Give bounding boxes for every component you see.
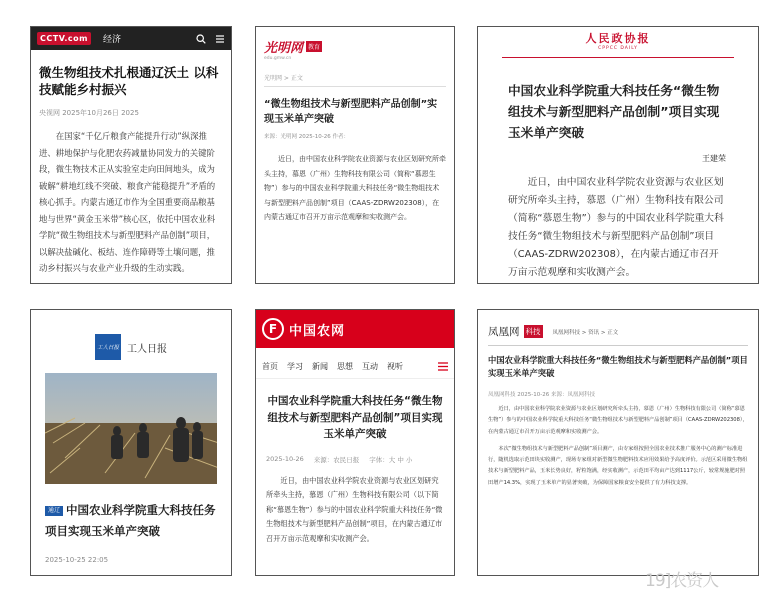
- gmw-logo-url: edu.gmw.cn: [264, 56, 292, 61]
- article-meta: 2025-10-25 22:05: [45, 556, 109, 564]
- article-body: 近日，由中国农业科学院农业资源与农业区划研究所牵头主持，慕恩（广州）生物科技有限公司（简称“慕恩生物”）参与的中国农业科学院重大科技任务“微生物组技术与新型肥料产品创制”项目（CAAS-ZDRW202308），在内蒙古通辽市召开万亩示范观摩和实收测产会。: [508, 177, 724, 278]
- workers-daily-logo-mark[interactable]: 工人日报: [95, 334, 121, 360]
- menu-icon[interactable]: [215, 34, 225, 44]
- nav-item-home[interactable]: 首页: [262, 362, 278, 371]
- article-title[interactable]: 微生物组技术扎根通辽沃土 以科技赋能乡村振兴: [39, 65, 219, 97]
- ifeng-logo-text[interactable]: 凤凰网: [488, 326, 520, 338]
- cppcc-article-panel: [477, 26, 759, 284]
- main-nav: [256, 348, 454, 379]
- workers-daily-logo-text[interactable]: 工人日报: [127, 343, 167, 355]
- article-title[interactable]: 中国农业科学院重大科技任务“微生物组技术与新型肥料产品创制”项目实现玉米单产突破: [267, 395, 443, 440]
- article-title[interactable]: 中国农业科学院重大科技任务“微生物组技术与新型肥料产品创制”项目实现玉米单产突破: [488, 355, 748, 378]
- cppcc-logo-text: 人民政协报: [585, 32, 651, 45]
- watermark: 19]农资人: [645, 571, 719, 591]
- nav-item-av[interactable]: 视听: [387, 362, 403, 371]
- nav-item-thought[interactable]: 思想: [337, 362, 353, 371]
- workers-daily-panel: [30, 309, 232, 576]
- ifeng-article-panel: [477, 309, 759, 576]
- article-body: 近日，由中国农业科学院农业资源与农业区划研究所牵头主持，慕恩（广州）生物科技有限公司（以下简称“慕恩生物”）参与的中国农业科学院重大科技任务“微生物组技术与新型肥料产品创制”项目，在内蒙古通辽市召开万亩示范观摩和实收测产会。: [266, 475, 443, 543]
- field-photo-image: [45, 373, 217, 484]
- farmer-net-panel: [255, 309, 455, 576]
- ifeng-logo-tag[interactable]: 科技: [525, 327, 541, 336]
- nav-item-interact[interactable]: 互动: [362, 362, 378, 371]
- farmer-net-header-bar: [256, 310, 454, 348]
- nav-item-study[interactable]: 学习: [287, 362, 303, 371]
- article-meta: 凤凰网科技 2025-10-26 来源：凤凰网科技: [488, 392, 595, 398]
- cctv-header-bar: [31, 27, 231, 50]
- gmw-logo[interactable]: [256, 27, 454, 56]
- article-source: 来源：农民日报: [313, 455, 360, 464]
- nav-item-news[interactable]: 新闻: [312, 362, 328, 371]
- article-meta: 来源：光明网 2025-10-26 作者：: [264, 134, 349, 140]
- gmw-article-panel: [255, 26, 455, 284]
- gmw-logo-text: 光明网: [264, 41, 304, 56]
- article-title[interactable]: [31, 484, 231, 542]
- cppcc-logo[interactable]: [478, 27, 758, 51]
- article-title[interactable]: “微生物组技术与新型肥料产品创制”实现玉米单产突破: [264, 99, 438, 125]
- font-size-control[interactable]: 字体：大 中 小: [369, 455, 413, 464]
- article-body-2: 本次“微生物组技术与新型肥料产品创制”项目测产，由专家组按照全国农业技术推广服务中心的测产标准进行，随机选取示范田块实收测产，现场专家组对新型微生物肥料技术应用效果给予高度评价。示范区采用微生物组技术与新型肥料产品，玉米长势良好，籽粒饱满，经实收测产，示范田平均亩产达到1117公斤，较常规施肥对照田增产14.3%，实现了玉米单产的显著突破，为保障国家粮食安全提供了有力科技支撑。: [488, 445, 748, 486]
- cppcc-logo-sub: CPPCC DAILY: [598, 46, 638, 51]
- breadcrumb[interactable]: 凤凰网科技 > 资讯 > 正文: [552, 329, 619, 336]
- article-body-1: 近日，由中国农业科学院农业资源与农业区划研究所牵头主持，慕恩（广州）生物科技有限公司（简称“慕恩生物”）参与的中国农业科学院重大科技任务“微生物组技术与新型肥料产品创制”项目（CAAS-ZDRW202308），在内蒙古通辽市召开万亩示范观摩和实收测产会。: [488, 406, 748, 435]
- gmw-logo-tag: 教育: [306, 41, 322, 52]
- article-title[interactable]: 中国农业科学院重大科技任务“微生物组技术与新型肥料产品创制”项目实现玉米单产突破: [508, 83, 720, 140]
- location-tag: 通辽: [45, 506, 63, 516]
- article-title-text: 中国农业科学院重大科技任务项目实现玉米单产突破: [45, 503, 216, 538]
- article-meta: 央视网 2025年10月26日 2025: [39, 109, 139, 117]
- menu-icon[interactable]: [438, 362, 448, 371]
- search-icon[interactable]: [196, 34, 206, 44]
- field-photo[interactable]: [45, 373, 217, 484]
- breadcrumb[interactable]: 光明网 > 正文: [264, 61, 446, 87]
- ifeng-header: [478, 310, 758, 339]
- cctv-article-panel: [30, 26, 232, 284]
- article-author: 王建荣: [702, 154, 726, 163]
- article-meta: [256, 443, 454, 464]
- article-date: 2025-10-26: [266, 454, 304, 463]
- article-body: 在国家“千亿斤粮食产能提升行动”纵深推进、耕地保护与化肥农药减量协同发力的关键阶段，微生物技术正从实验室走向田间地头，成为破解“耕地红线不突破、粮食产能稳提升”矛盾的核心抓手。内蒙古通辽市作为全国重要商品粮基地与世界“黄金玉米带”核心区，依托中国农业科学院“微生物组技术与新型肥料产品创制”项目，以解决盐碱化、板结、连作障碍等土壤问题，推动乡村振兴与农业产业升级的生动实践。: [39, 131, 216, 273]
- workers-daily-header: [31, 310, 231, 360]
- section-label[interactable]: 经济: [102, 35, 121, 45]
- farmer-net-logo-mark[interactable]: F: [262, 318, 284, 340]
- article-body: 近日，由中国农业科学院农业资源与农业区划研究所牵头主持，慕恩（广州）生物科技有限公司（简称“慕恩生物”）参与的中国农业科学院重大科技任务“微生物组技术与新型肥料产品创制”项目（CAAS-ZDRW202308），在内蒙古通辽市召开万亩示范观摩和实收测产会。: [264, 155, 446, 221]
- cctv-logo[interactable]: CCTV.com: [37, 32, 91, 45]
- farmer-net-logo-text[interactable]: 中国农网: [289, 323, 346, 339]
